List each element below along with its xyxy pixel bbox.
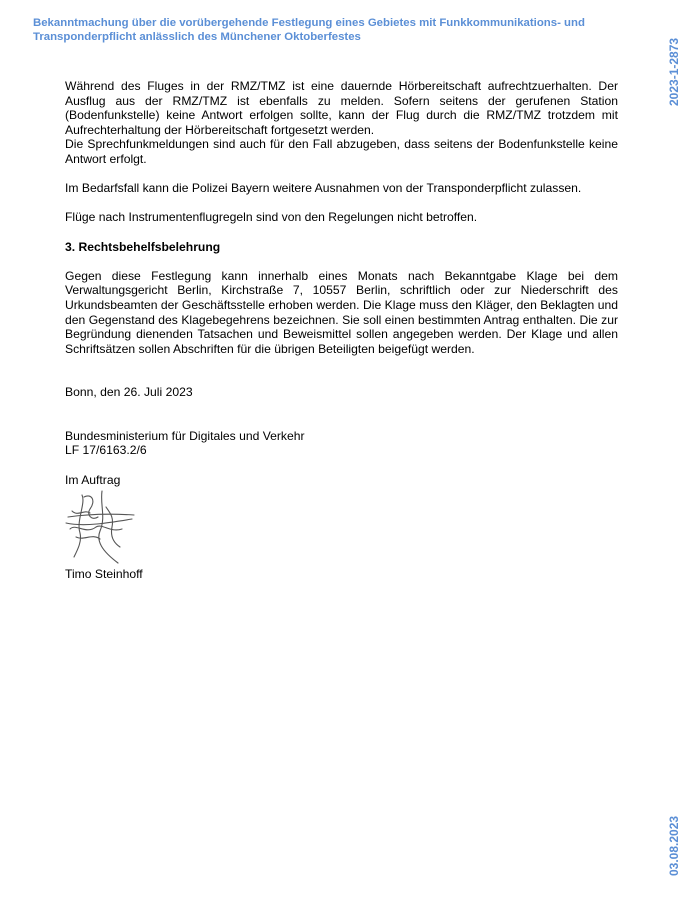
signature-image: [62, 487, 142, 567]
paragraph-radio-reports: Die Sprechfunkmeldungen sind auch für den Fall abzugeben, dass seitens der Bodenfunkstelle keine Antwort erfolgt.: [65, 137, 618, 166]
signatory-name: Timo Steinhoff: [65, 567, 143, 582]
header-title-line-2: Transponderpflicht anlässlich des Münchener Oktoberfestes: [33, 31, 361, 43]
document-id-label: 2023-1-2873: [667, 37, 681, 106]
reference-number: LF 17/6163.2/6: [65, 443, 147, 458]
paragraph-police-exceptions: Im Bedarfsfall kann die Polizei Bayern weitere Ausnahmen von der Transponderpflicht zulassen.: [65, 181, 582, 196]
place-date: Bonn, den 26. Juli 2023: [65, 385, 193, 400]
section-heading: 3. Rechtsbehelfsbelehrung: [65, 239, 221, 254]
publication-date-label: 03.08.2023: [667, 815, 681, 876]
paragraph-legal-remedy: Gegen diese Festlegung kann innerhalb eines Monats nach Bekanntgabe Klage bei dem Verwaltungsgericht Berlin, Kirchstraße 7, 10557 Berlin, schriftlich oder zur Niederschrift des Urkundsbeamten der Geschäftsstelle erhoben werden. Die Klage muss den Kläger, den Beklagten und den Gegenstand des Klagebegehrens bezeichnen. Sie soll einen bestimmten Antrag enthalten. Die zur Begründung dienenden Tatsachen und Beweismittel sollen angegeben werden. Der Klage und allen Schriftsätzen sollen Abschriften für die übrigen Beteiligten beigefügt werden.: [65, 268, 618, 356]
authority-name: Bundesministerium für Digitales und Verkehr: [65, 428, 305, 443]
document-body: [65, 79, 618, 582]
paragraph-ifr-flights: Flüge nach Instrumentenflugregeln sind von den Regelungen nicht betroffen.: [65, 210, 478, 225]
on-behalf-label: Im Auftrag: [65, 472, 121, 487]
document-header: [33, 16, 613, 44]
paragraph-radio-watch: Während des Fluges in der RMZ/TMZ ist eine dauernde Hörbereitschaft aufrechtzuerhalten. Der Ausflug aus der RMZ/TMZ ist ebenfalls zu melden. Sofern seitens der gerufenen Station (Bodenfunkstelle) keine Antwort erfolgen sollte, kann der Flug durch die RMZ/TMZ trotzdem mit Aufrechterhaltung der Hörbereitschaft fortgesetzt werden.: [65, 79, 618, 137]
header-title-line-1: Bekanntmachung über die vorübergehende Festlegung eines Gebietes mit Funkkommunikations- und: [33, 17, 585, 29]
